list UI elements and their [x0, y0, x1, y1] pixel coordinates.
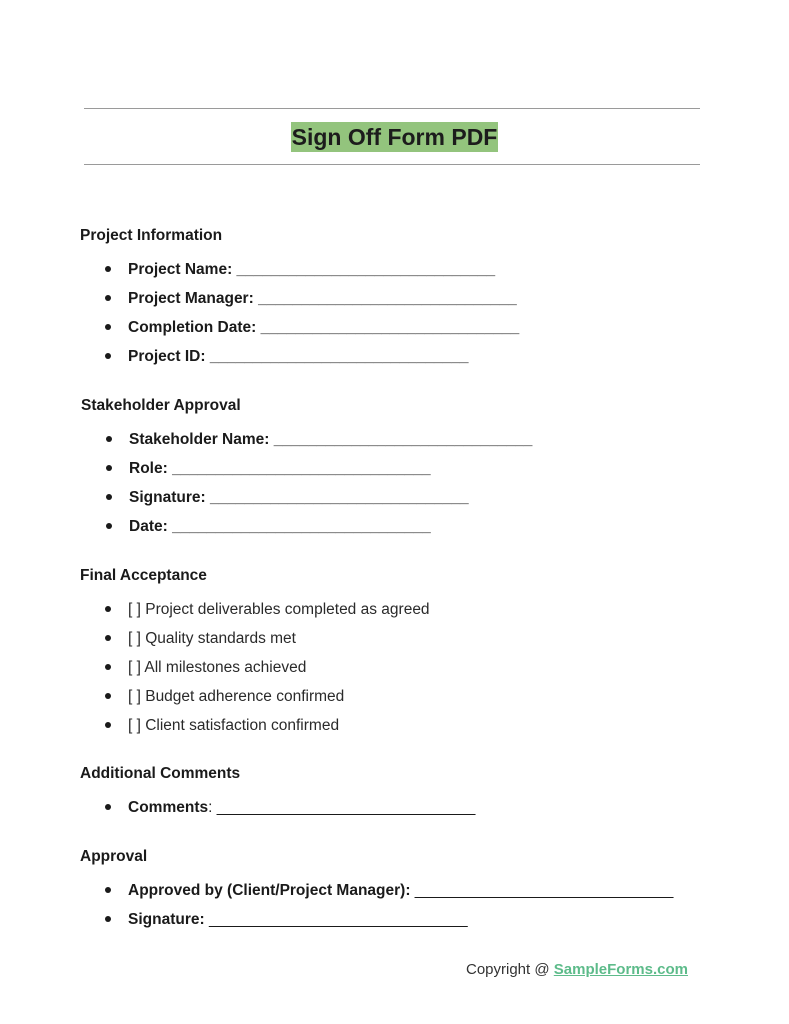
field-label: Role: [129, 460, 168, 477]
list-item [80, 910, 673, 939]
bullet-icon [105, 693, 111, 699]
bullet-icon [105, 887, 111, 893]
list-item [81, 459, 532, 488]
checklist-item[interactable] [80, 600, 430, 629]
list-item [80, 260, 519, 289]
checklist-text: [ ] Budget adherence confirmed [128, 688, 345, 705]
list-item [81, 488, 532, 517]
field-label: Approved by (Client/Project Manager): [128, 882, 411, 899]
fill-in-blank[interactable]: ______________________________ [209, 489, 469, 506]
bullet-icon [106, 494, 112, 500]
checklist-item[interactable] [80, 629, 430, 658]
section-heading: Final Acceptance [80, 567, 207, 584]
field-label: Comments [128, 799, 209, 816]
checklist-item[interactable] [80, 716, 430, 745]
field-label: Completion Date: [128, 319, 257, 336]
fill-in-blank[interactable]: ______________________________ [236, 261, 496, 278]
bottom-divider [84, 164, 700, 165]
section-heading: Additional Comments [80, 765, 241, 782]
final-acceptance-section [80, 566, 430, 745]
bullet-icon [105, 606, 111, 612]
bullet-icon [105, 664, 111, 670]
bullet-icon [105, 804, 111, 810]
list-item [80, 798, 475, 827]
field-label: Project Manager: [128, 290, 254, 307]
checklist-text: [ ] Project deliverables completed as agreed [128, 601, 430, 618]
field-label: Signature: [128, 911, 205, 928]
bullet-icon [105, 635, 111, 641]
approval-section [80, 847, 673, 939]
section-heading: Stakeholder Approval [81, 397, 241, 414]
project-information-section [80, 226, 519, 376]
bullet-icon [106, 465, 112, 471]
label-separator: : [208, 799, 213, 816]
section-heading: Project Information [80, 227, 223, 244]
section-heading: Approval [80, 848, 148, 865]
field-label: Signature: [129, 489, 206, 506]
checklist-text: [ ] Quality standards met [128, 630, 296, 647]
bullet-icon [105, 295, 111, 301]
fill-in-blank[interactable]: ______________________________ [414, 882, 674, 899]
copyright-text: Copyright @ [466, 961, 554, 978]
field-label: Date: [129, 518, 168, 535]
checklist-item[interactable] [80, 658, 430, 687]
bullet-icon [106, 436, 112, 442]
fill-in-blank[interactable]: ______________________________ [212, 799, 476, 816]
list-item [81, 517, 532, 546]
checklist-item[interactable] [80, 687, 430, 716]
field-label: Stakeholder Name: [129, 431, 270, 448]
final-acceptance-checklist [80, 600, 430, 745]
fill-in-blank[interactable]: ______________________________ [258, 290, 517, 307]
bullet-icon [105, 353, 111, 359]
project-information-list [80, 260, 519, 376]
list-item [80, 289, 519, 318]
list-item [80, 881, 673, 910]
bullet-icon [106, 523, 112, 529]
title-block [0, 122, 789, 152]
footer [466, 960, 688, 980]
additional-comments-section [80, 764, 475, 827]
bullet-icon [105, 722, 111, 728]
approval-list [80, 881, 673, 939]
fill-in-blank[interactable]: ______________________________ [208, 911, 468, 928]
stakeholder-approval-section [81, 396, 532, 546]
bullet-icon [105, 266, 111, 272]
fill-in-blank[interactable]: ______________________________ [260, 319, 520, 336]
document-title: Sign Off Form PDF [291, 124, 498, 150]
stakeholder-approval-list [81, 430, 532, 546]
list-item [80, 347, 519, 376]
bullet-icon [105, 916, 111, 922]
list-item [80, 318, 519, 347]
top-divider [84, 108, 700, 109]
brand-link[interactable]: SampleForms.com [553, 961, 688, 978]
fill-in-blank[interactable]: ______________________________ [172, 460, 431, 477]
fill-in-blank[interactable]: ______________________________ [273, 431, 533, 448]
checklist-text: [ ] All milestones achieved [128, 659, 307, 676]
checklist-text: [ ] Client satisfaction confirmed [128, 717, 340, 734]
bullet-icon [105, 324, 111, 330]
additional-comments-list [80, 798, 475, 827]
field-label: Project Name: [128, 261, 233, 278]
list-item [81, 430, 532, 459]
field-label: Project ID: [128, 348, 206, 365]
fill-in-blank[interactable]: ______________________________ [172, 518, 431, 535]
fill-in-blank[interactable]: ______________________________ [209, 348, 469, 365]
